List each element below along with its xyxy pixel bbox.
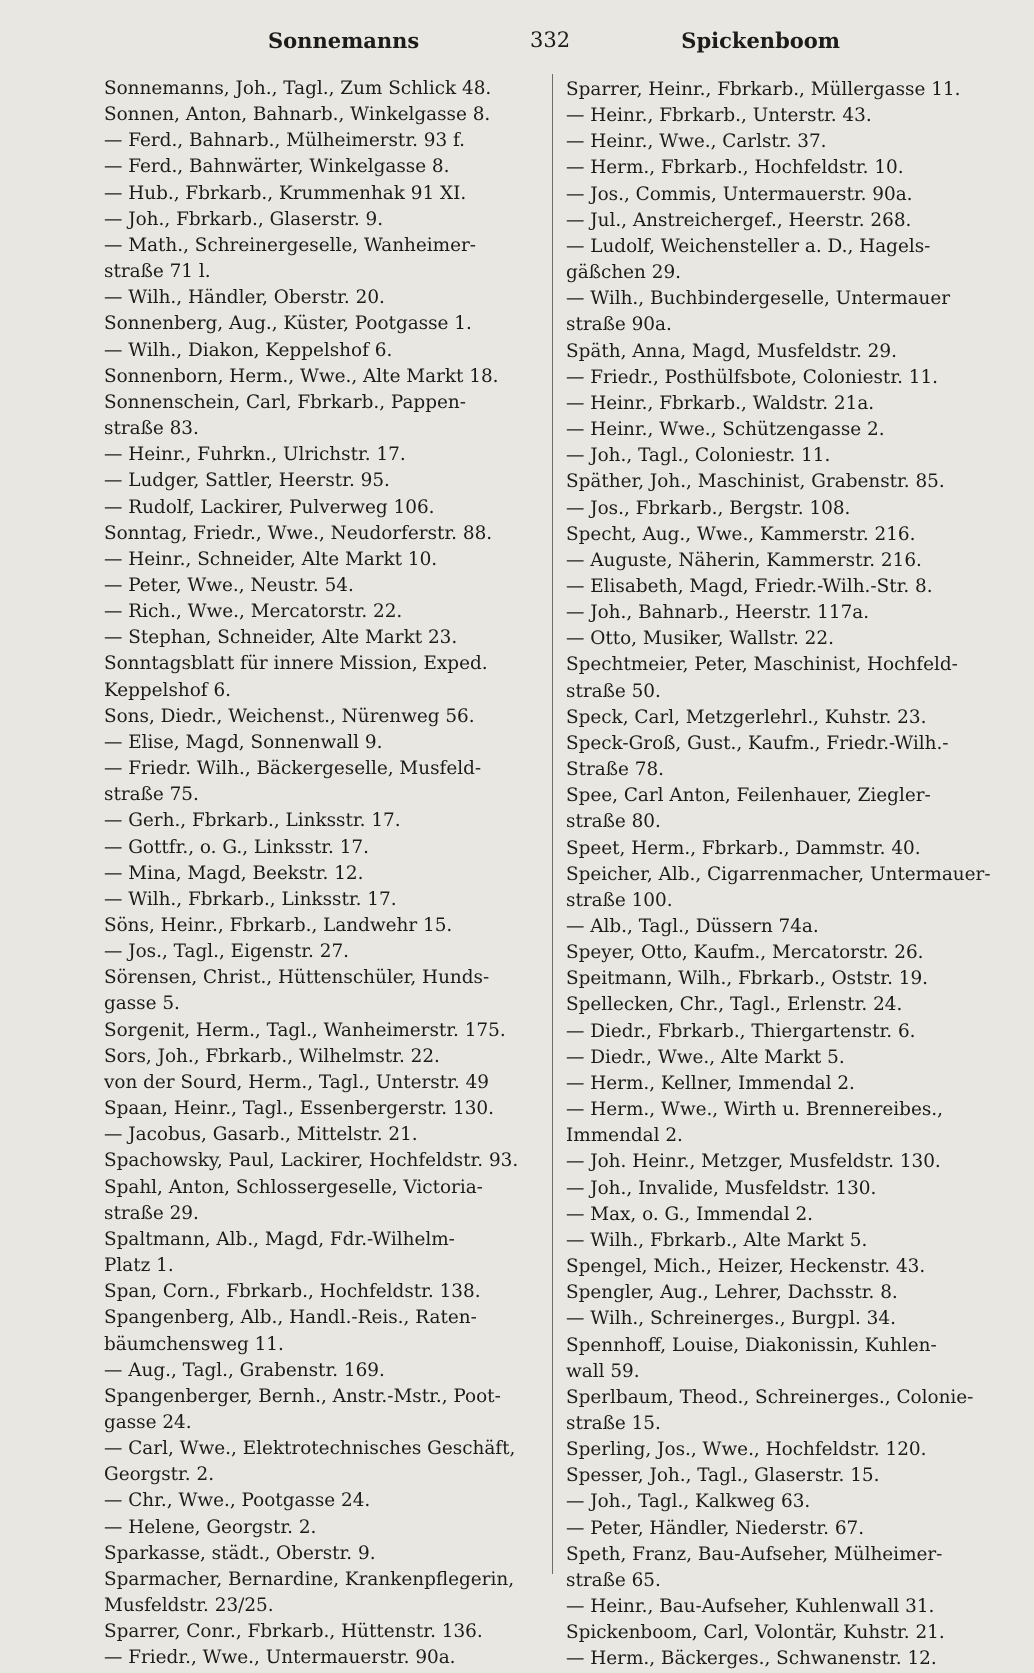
directory-entry: Sparmacher, Bernardine, Krankenpflegerin, [104,1568,515,1590]
directory-entry: — Diedr., Wwe., Alte Markt 5. [566,1046,845,1068]
directory-entry: Span, Corn., Fbrkarb., Hochfeldstr. 138. [104,1281,481,1303]
directory-entry: Speicher, Alb., Cigarrenmacher, Untermauer- [566,863,991,885]
directory-entry: Sparrer, Conr., Fbrkarb., Hüttenstr. 136. [104,1621,483,1643]
directory-entry: — Herm., Wwe., Wirth u. Brennereibes., [566,1099,943,1121]
right-column [566,77,996,1673]
header-right-keyword: Spickenboom [681,28,840,53]
directory-entry: — Jos., Tagl., Eigenstr. 27. [104,941,349,963]
directory-entry: — Herm., Fbrkarb., Hochfeldstr. 10. [566,157,904,179]
directory-entry: — Mina, Magd, Beekstr. 12. [104,862,364,884]
directory-entry: — Elisabeth, Magd, Friedr.-Wilh.-Str. 8. [566,575,933,597]
directory-entry: — Math., Schreinergeselle, Wanheimer- [104,234,476,256]
directory-entry: — Herm., Kellner, Immendal 2. [566,1072,855,1094]
directory-entry: Immendal 2. [566,1125,683,1147]
directory-entry: — Wilh., Händler, Oberstr. 20. [104,287,385,309]
directory-entry: straße 83. [104,418,199,440]
directory-entry: — Max, o. G., Immendal 2. [566,1203,813,1225]
directory-entry: — Hub., Fbrkarb., Krummenhak 91 XI. [104,182,467,204]
directory-entry: — Auguste, Näherin, Kammerstr. 216. [566,549,922,571]
directory-entry: straße 29. [104,1202,199,1224]
directory-entry: Späth, Anna, Magd, Musfeldstr. 29. [566,340,897,362]
directory-entry: Specht, Aug., Wwe., Kammerstr. 216. [566,523,916,545]
directory-entry: Sperlbaum, Theod., Schreinerges., Colonie- [566,1386,974,1408]
directory-entry: — Jos., Commis, Untermauerstr. 90a. [566,183,913,205]
directory-entry: — Helene, Georgstr. 2. [104,1516,317,1538]
directory-entry: straße 75. [104,784,199,806]
directory-entry: Keppelshof 6. [104,679,231,701]
directory-entry: — Joh., Tagl., Kalkweg 63. [566,1491,811,1513]
directory-entry: Spengel, Mich., Heizer, Heckenstr. 43. [566,1256,926,1278]
directory-entry: Spickenboom, Carl, Volontär, Kuhstr. 21. [566,1622,945,1644]
directory-entry: Spee, Carl Anton, Feilenhauer, Ziegler- [566,785,931,807]
directory-entry: Speck-Groß, Gust., Kaufm., Friedr.-Wilh.- [566,732,949,754]
directory-entry: Speck, Carl, Metzgerlehrl., Kuhstr. 23. [566,706,927,728]
directory-entry: — Elise, Magd, Sonnenwall 9. [104,731,383,753]
directory-entry: Speet, Herm., Fbrkarb., Dammstr. 40. [566,837,921,859]
directory-entry: straße 90a. [566,314,672,336]
directory-entry: Sonnenberg, Aug., Küster, Pootgasse 1. [104,313,472,335]
directory-entry: Spennhoff, Louise, Diakonissin, Kuhlen- [566,1334,937,1356]
directory-entry: — Friedr., Wwe., Untermauerstr. 90a. [104,1647,456,1669]
directory-entry: — Ferd., Bahnwärter, Winkelgasse 8. [104,156,450,178]
directory-entry: — Ferd., Bahnarb., Mülheimerstr. 93 f. [104,130,466,152]
directory-entry: — Heinr., Fbrkarb., Waldstr. 21a. [566,392,875,414]
directory-entry: — Heinr., Schneider, Alte Markt 10. [104,548,438,570]
directory-entry: — Wilh., Fbrkarb., Linksstr. 17. [104,888,397,910]
directory-entry: straße 100. [566,889,673,911]
directory-entry: — Diedr., Fbrkarb., Thiergartenstr. 6. [566,1020,916,1042]
directory-entry: — Friedr. Wilh., Bäckergeselle, Musfeld- [104,758,482,780]
directory-entry: gasse 24. [104,1411,192,1433]
directory-entry: — Wilh., Diakon, Keppelshof 6. [104,339,393,361]
directory-entry: Söns, Heinr., Fbrkarb., Landwehr 15. [104,915,453,936]
directory-entry: Spaltmann, Alb., Magd, Fdr.-Wilhelm- [104,1228,455,1250]
directory-entry: Spechtmeier, Peter, Maschinist, Hochfeld- [566,654,958,676]
directory-entry: — Aug., Tagl., Grabenstr. 169. [104,1359,385,1381]
directory-entry: straße 15. [566,1412,661,1434]
directory-entry: — Ludger, Sattler, Heerstr. 95. [104,470,390,492]
directory-entry: Straße 78. [566,759,665,781]
directory-entry: — Peter, Wwe., Neustr. 54. [104,574,354,596]
directory-entry: — Wilh., Schreinerges., Burgpl. 34. [566,1308,896,1330]
directory-entry: Spaan, Heinr., Tagl., Essenbergerstr. 130. [104,1098,494,1120]
directory-entry: — Heinr., Wwe., Schützengasse 2. [566,419,885,441]
directory-entry: — Heinr., Bau-Aufseher, Kuhlenwall 31. [566,1596,935,1618]
directory-entry: von der Sourd, Herm., Tagl., Unterstr. 49 [104,1071,489,1093]
directory-entry: Sparrer, Heinr., Fbrkarb., Müllergasse 11. [566,79,961,100]
directory-entry: Sonntagsblatt für innere Mission, Exped. [104,653,488,675]
directory-entry: straße 50. [566,680,661,702]
directory-entry: — Joh., Tagl., Coloniestr. 11. [566,445,831,467]
directory-entry: — Joh., Bahnarb., Heerstr. 117a. [566,602,870,624]
directory-entry: Spengler, Aug., Lehrer, Dachsstr. 8. [566,1282,898,1304]
directory-entry: Spahl, Anton, Schlossergeselle, Victoria- [104,1176,483,1198]
directory-entry: Speitmann, Wilh., Fbrkarb., Oststr. 19. [566,968,929,990]
directory-entry: — Carl, Wwe., Elektrotechnisches Geschäft, [104,1438,516,1460]
directory-entry: Sons, Diedr., Weichenst., Nürenweg 56. [104,705,475,727]
directory-entry: gasse 5. [104,993,180,1015]
header-left-keyword: Sonnemanns [268,28,420,53]
directory-entry: Späther, Joh., Maschinist, Grabenstr. 85. [566,471,945,493]
directory-entry: straße 65. [566,1569,661,1591]
directory-entry: Sonnemanns, Joh., Tagl., Zum Schlick 48. [104,78,492,99]
directory-entry: Sonnenschein, Carl, Fbrkarb., Pappen- [104,391,466,413]
directory-entry: Sorgenit, Herm., Tagl., Wanheimerstr. 175. [104,1019,506,1041]
directory-entry: Spangenberg, Alb., Handl.-Reis., Raten- [104,1307,477,1329]
directory-entry: Platz 1. [104,1255,174,1277]
left-column [104,76,529,1672]
directory-entry: Georgstr. 2. [104,1464,215,1486]
directory-entry: — Jacobus, Gasarb., Mittelstr. 21. [104,1124,418,1146]
directory-entry: Sors, Joh., Fbrkarb., Wilhelmstr. 22. [104,1045,440,1067]
directory-entry: straße 80. [566,811,661,833]
directory-entry: Spesser, Joh., Tagl., Glaserstr. 15. [566,1465,880,1487]
directory-entry: Sonntag, Friedr., Wwe., Neudorferstr. 88. [104,522,493,544]
directory-entry: Sonnenborn, Herm., Wwe., Alte Markt 18. [104,365,499,387]
directory-entry: — Alb., Tagl., Düssern 74a. [566,916,819,937]
directory-entry: Spachowsky, Paul, Lackirer, Hochfeldstr. 93. [104,1150,519,1172]
directory-entry: — Joh., Invalide, Musfeldstr. 130. [566,1177,877,1199]
directory-entry: straße 71 l. [104,261,211,283]
page-header [100,28,990,62]
directory-entry: — Friedr., Posthülfsbote, Coloniestr. 11. [566,366,939,388]
directory-entry: — Stephan, Schneider, Alte Markt 23. [104,627,458,649]
directory-entry: — Herm., Bäckerges., Schwanenstr. 12. [566,1648,937,1670]
directory-entry: — Wilh., Buchbindergeselle, Untermauer [566,288,951,310]
directory-entry: Sperling, Jos., Wwe., Hochfeldstr. 120. [566,1439,927,1461]
directory-entry: — Rudolf, Lackirer, Pulverweg 106. [104,496,435,518]
directory-entry: — Joh. Heinr., Metzger, Musfeldstr. 130. [566,1151,941,1173]
directory-entry: Sonnen, Anton, Bahnarb., Winkelgasse 8. [104,104,491,126]
directory-entry: Spellecken, Chr., Tagl., Erlenstr. 24. [566,994,903,1016]
directory-entry: — Peter, Händler, Niederstr. 67. [566,1517,865,1539]
directory-entry: — Jul., Anstreichergef., Heerstr. 268. [566,209,912,231]
directory-entry: Sörensen, Christ., Hüttenschüler, Hunds- [104,967,490,989]
directory-entry: gäßchen 29. [566,262,681,284]
column-divider [552,74,553,1574]
directory-entry: Spangenberger, Bernh., Anstr.-Mstr., Poot- [104,1385,501,1407]
directory-entry: bäumchensweg 11. [104,1333,284,1355]
directory-entry: Speth, Franz, Bau-Aufseher, Mülheimer- [566,1543,943,1565]
directory-entry: — Rich., Wwe., Mercatorstr. 22. [104,601,403,623]
directory-entry: — Joh., Fbrkarb., Glaserstr. 9. [104,208,384,230]
directory-entry: — Chr., Wwe., Pootgasse 24. [104,1490,371,1512]
directory-entry: — Wilh., Fbrkarb., Alte Markt 5. [566,1229,868,1251]
directory-entry: — Jos., Fbrkarb., Bergstr. 108. [566,497,851,519]
directory-entry: — Gerh., Fbrkarb., Linksstr. 17. [104,810,401,832]
directory-entry: — Heinr., Wwe., Carlstr. 37. [566,131,827,153]
directory-entry: — Gottfr., o. G., Linksstr. 17. [104,836,369,858]
directory-entry: — Heinr., Fbrkarb., Unterstr. 43. [566,105,872,127]
directory-entry: — Ludolf, Weichensteller a. D., Hagels- [566,235,931,257]
directory-entry: Speyer, Otto, Kaufm., Mercatorstr. 26. [566,942,924,964]
directory-entry: Sparkasse, städt., Oberstr. 9. [104,1542,376,1564]
directory-entry: — Heinr., Fuhrkn., Ulrichstr. 17. [104,444,406,466]
directory-entry: Musfeldstr. 23/25. [104,1595,274,1617]
directory-entry: — Otto, Musiker, Wallstr. 22. [566,628,834,650]
directory-entry: wall 59. [566,1360,640,1382]
page-number: 332 [530,28,571,52]
